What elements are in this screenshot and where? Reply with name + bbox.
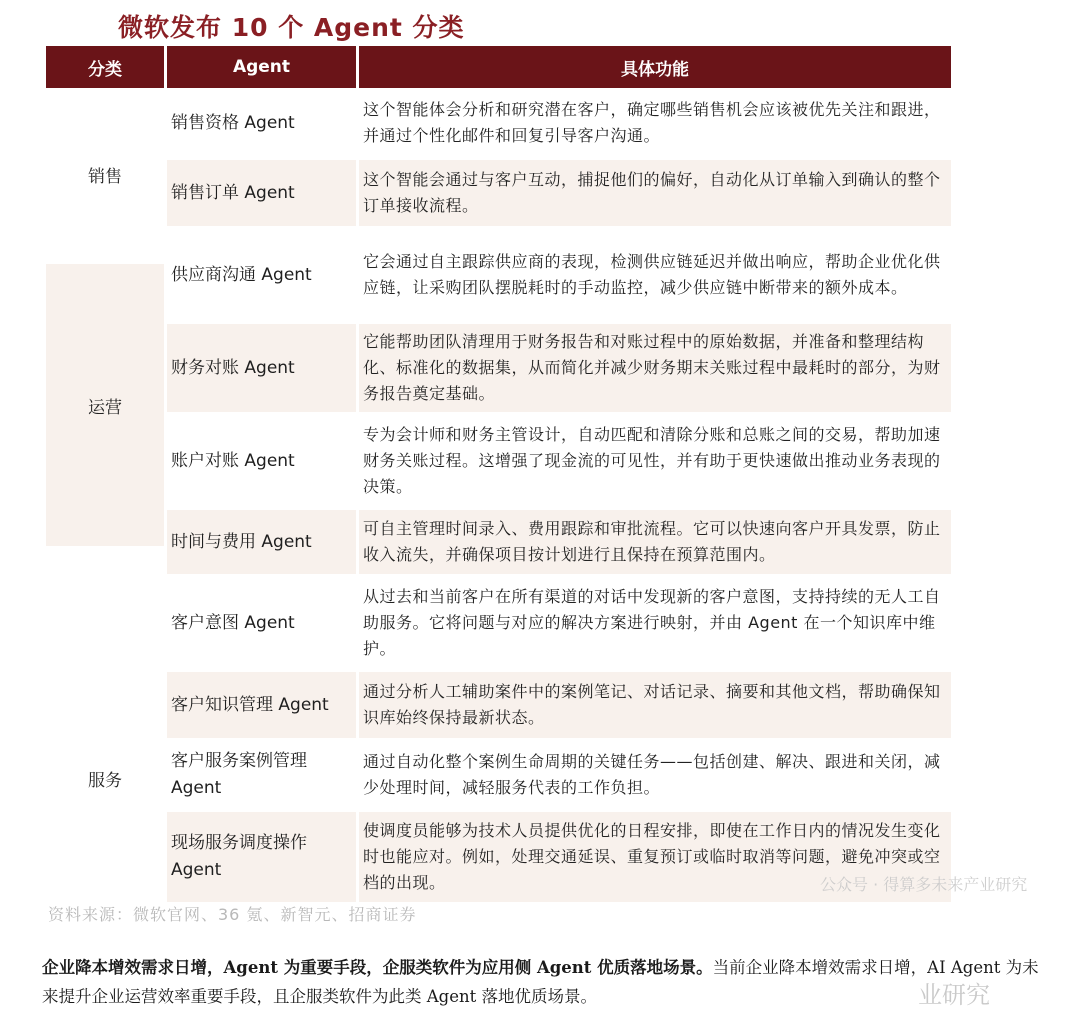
agent-name: 时间与费用 Agent <box>167 510 356 574</box>
agent-name: 销售资格 Agent <box>171 112 295 133</box>
page-title: 微软发布 10 个 Agent 分类 <box>118 13 465 42</box>
agent-function: 这个智能体会分析和研究潜在客户，确定哪些销售机会应该被优先关注和跟进，并通过个性化邮件和回复引导客户沟通。 <box>363 100 941 145</box>
paragraph-bold: 企业降本增效需求日增，Agent 为重要手段，企服类软件为应用侧 Agent 优质落地场景。 <box>42 958 713 977</box>
agent-function: 专为会计师和财务主管设计，自动匹配和清除分账和总账之间的交易，帮助加速财务关账过程。这增强了现金流的可见性，并有助于更快速做出推动业务表现的决策。 <box>363 425 941 496</box>
agent-name: 客户服务案例管理 Agent <box>171 751 307 798</box>
category-sales: 销售 <box>88 166 122 187</box>
table-row <box>167 160 951 226</box>
agent-function: 使调度员能够为技术人员提供优化的日程安排，即使在工作日内的情况发生变化时也能应对。例如，处理交通延误、重复预订或临时取消等问题，避免冲突或空档的出现。 <box>359 812 951 902</box>
agent-function: 它会通过自主跟踪供应商的表现，检测供应链延迟并做出响应，帮助企业优化供应链，让采购团队摆脱耗时的手动监控，减少供应链中断带来的额外成本。 <box>363 252 941 297</box>
agent-name: 客户意图 Agent <box>171 612 295 633</box>
category-service: 服务 <box>88 770 122 791</box>
agent-function: 从过去和当前客户在所有渠道的对话中发现新的客户意图，支持持续的无人工自助服务。它将问题与对应的解决方案进行映射，并由 Agent 在一个知识库中维护。 <box>363 587 941 658</box>
table-row <box>167 90 951 156</box>
table-row <box>167 324 951 412</box>
table-header <box>46 46 951 88</box>
header-function: 具体功能 <box>359 46 951 88</box>
table-row <box>167 510 951 574</box>
paragraph-text: 当前企业降本增效需求日增，AI Agent 为未来提升企业运营效率重要手段，且企服类软件为此类 Agent 落地优质场景。 <box>42 958 1039 1006</box>
header-agent: Agent <box>167 46 356 88</box>
watermark-overlay: 业研究 <box>918 981 990 1009</box>
agent-name: 账户对账 Agent <box>171 450 295 471</box>
agent-name: 客户知识管理 Agent <box>167 672 356 738</box>
category-operations: 运营 <box>46 264 164 546</box>
agent-name: 销售订单 Agent <box>167 160 356 226</box>
watermark: 公众号 · 得算多未来产业研究 <box>820 875 1028 894</box>
agent-function: 可自主管理时间录入、费用跟踪和审批流程。它可以快速向客户开具发票，防止收入流失，并确保项目按计划进行且保持在预算范围内。 <box>359 510 951 574</box>
agent-name: 现场服务调度操作 Agent <box>167 812 356 902</box>
agent-name: 供应商沟通 Agent <box>171 264 312 285</box>
agent-name: 财务对账 Agent <box>167 324 356 412</box>
agent-function: 通过分析人工辅助案件中的案例笔记、对话记录、摘要和其他文档，帮助确保知识库始终保持最新状态。 <box>359 672 951 738</box>
source-note: 资料来源：微软官网、36 氪、新智元、招商证券 <box>48 905 417 924</box>
body-paragraph <box>42 953 1042 1011</box>
table-row <box>167 578 951 668</box>
agent-function: 通过自动化整个案例生命周期的关键任务——包括创建、解决、跟进和关闭，减少处理时间，减轻服务代表的工作负担。 <box>363 752 941 797</box>
table-row <box>167 742 951 808</box>
table-row <box>167 230 951 320</box>
agent-function: 它能帮助团队清理用于财务报告和对账过程中的原始数据，并准备和整理结构化、标准化的数据集，从而简化并减少财务期末关账过程中最耗时的部分，为财务报告奠定基础。 <box>359 324 951 412</box>
agent-function: 这个智能会通过与客户互动，捕捉他们的偏好，自动化从订单输入到确认的整个订单接收流程。 <box>359 160 951 226</box>
category-spacer <box>46 550 164 614</box>
header-category: 分类 <box>46 46 164 88</box>
table-row <box>167 416 951 506</box>
table-row <box>167 672 951 738</box>
